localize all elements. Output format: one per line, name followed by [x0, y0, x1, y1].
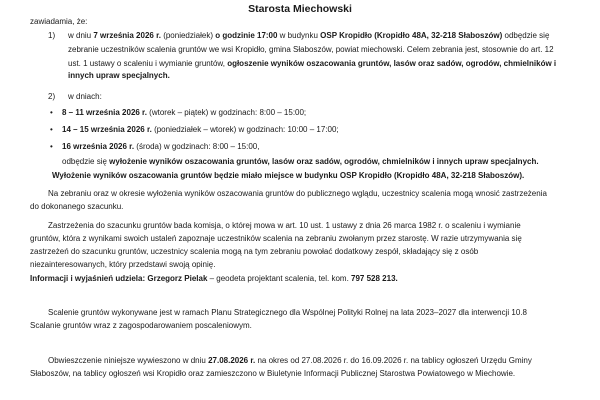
- contact-phone: 797 528 213.: [351, 273, 398, 283]
- item-1-number: 1): [48, 31, 56, 40]
- posting-date: 27.08.2026 r.: [208, 356, 256, 365]
- date-range-1-hours: (wtorek – piątek) w godzinach: 8:00 – 15:00;: [146, 108, 307, 117]
- date-range-3-hours: (środa) w godzinach: 8:00 – 15:00,: [134, 142, 260, 151]
- item-1-line-4: innych upraw specjalnych.: [68, 70, 170, 80]
- objections-line-1: Na zebraniu oraz w okresie wyłożenia wyników oszacowania gruntów do publicznego wglądu, uczestnicy scalenia mogą wnosić zastrzeżenia: [48, 189, 547, 198]
- funding-line-2: Scalanie gruntów wraz z zagospodarowaniem poscaleniowym.: [30, 321, 252, 330]
- page-title: Starosta Miechowski: [248, 3, 352, 15]
- intro-text: zawiadamia, że:: [30, 17, 88, 26]
- meeting-place: OSP Kropidło (Kropidło 48A, 32-218 Słaboszów): [320, 31, 503, 40]
- commission-line-2: gruntów, która z wynikami swoich ustaleń zapoznaje uczestników scalenia na zebraniu zwołanym przez starostę. W razie utrzymywania się: [30, 234, 522, 243]
- item-1-text: [68, 30, 556, 81]
- item-1-line-2: zebranie uczestników scalenia gruntów we wsi Kropidło, gmina Słaboszów, powiat miechowski. Celem zebrania jest, stosownie do art. 12: [68, 45, 554, 55]
- display-description: wyłożenie wyników oszacowania gruntów, lasów oraz sadów, ogrodów, chmielników i innych upraw specjalnych.: [109, 157, 539, 167]
- display-location: Wyłożenie wyników oszacowania gruntów będzie miało miejsce w budynku OSP Kropidło (Kropidło 48A, 32-218 Słaboszów).: [52, 171, 525, 181]
- commission-paragraph: [30, 233, 522, 284]
- posting-period: na okres od 27.08.2026 r. do 16.09.2026 r. na tablicy ogłoszeń Urzędu Gminy: [255, 356, 532, 365]
- objections-paragraph: [48, 188, 547, 199]
- posting-line-1: [48, 355, 532, 366]
- date-range-3: [52, 141, 539, 182]
- posting-lead: Obwieszczenie niniejsze wywieszono w dniu: [48, 356, 209, 365]
- posting-line-2: Słaboszów, na tablicy ogłoszeń wsi Kropidło oraz zamieszczono w Biuletynie Informacji Publicznej Starostwa Powiatowego w Miechowie.: [30, 369, 516, 378]
- date-range-2-dates: 14 – 15 września 2026 r.: [62, 125, 152, 134]
- item-1-connector: w budynku: [277, 31, 321, 40]
- meeting-day: (poniedziałek): [160, 31, 216, 40]
- commission-line-3: zastrzeżeń do szacunku gruntów, uczestnicy scalenia mogą na tym zebraniu powołać dodatkowy zespół, składający się z osób: [30, 247, 479, 257]
- funding-line-1: Scalenie gruntów wykonywane jest w ramach Planu Strategicznego dla Wspólnej Polityki Rolnej na lata 2023–2027 dla interwencji 10.8: [48, 308, 527, 317]
- item-1-line-3-start: ust. 1 ustawy o scaleniu i wymianie gruntów,: [68, 59, 228, 69]
- objections-line-2: do dokonanego szacunku.: [30, 202, 124, 211]
- meeting-date: 7 września 2026 r.: [93, 31, 161, 40]
- item-2-number: 2): [48, 92, 56, 101]
- commission-line-4: niezainteresowanych, który przedstawi swoją opinię.: [30, 260, 216, 270]
- item-1-tail: odbędzie się: [502, 31, 550, 40]
- date-range-1-dates: 8 – 11 września 2026 r.: [62, 108, 147, 117]
- item-1-line-3-bold: ogłoszenie wyników oszacowania gruntów, lasów oraz sadów, ogrodów, chmielników i: [227, 59, 557, 69]
- contact-person: Informacji i wyjaśnień udziela: Grzegorz Pielak: [30, 273, 208, 283]
- date-range-2: [62, 124, 339, 135]
- date-range-2-hours: (poniedziałek – wtorek) w godzinach: 10:00 – 17:00;: [151, 125, 339, 134]
- bullet-1-icon: •: [50, 108, 53, 117]
- display-lead: odbędzie się: [62, 157, 110, 167]
- bullet-3-icon: •: [50, 142, 53, 151]
- commission-line-1: Zastrzeżenia do szacunku gruntów bada komisja, o której mowa w art. 10 ust. 1 ustawy z dnia 26 marca 1982 r. o scaleniu i wymianie: [48, 221, 521, 230]
- date-range-3-dates: 16 września 2026 r.: [62, 142, 135, 151]
- date-range-1: [62, 107, 306, 118]
- meeting-time: o godzinie 17:00: [215, 31, 278, 40]
- contact-role: – geodeta projektant scalenia, tel. kom.: [207, 273, 352, 283]
- item-2-label: w dniach:: [68, 92, 102, 101]
- item-1-lead: w dniu: [68, 31, 94, 40]
- bullet-2-icon: •: [50, 125, 53, 134]
